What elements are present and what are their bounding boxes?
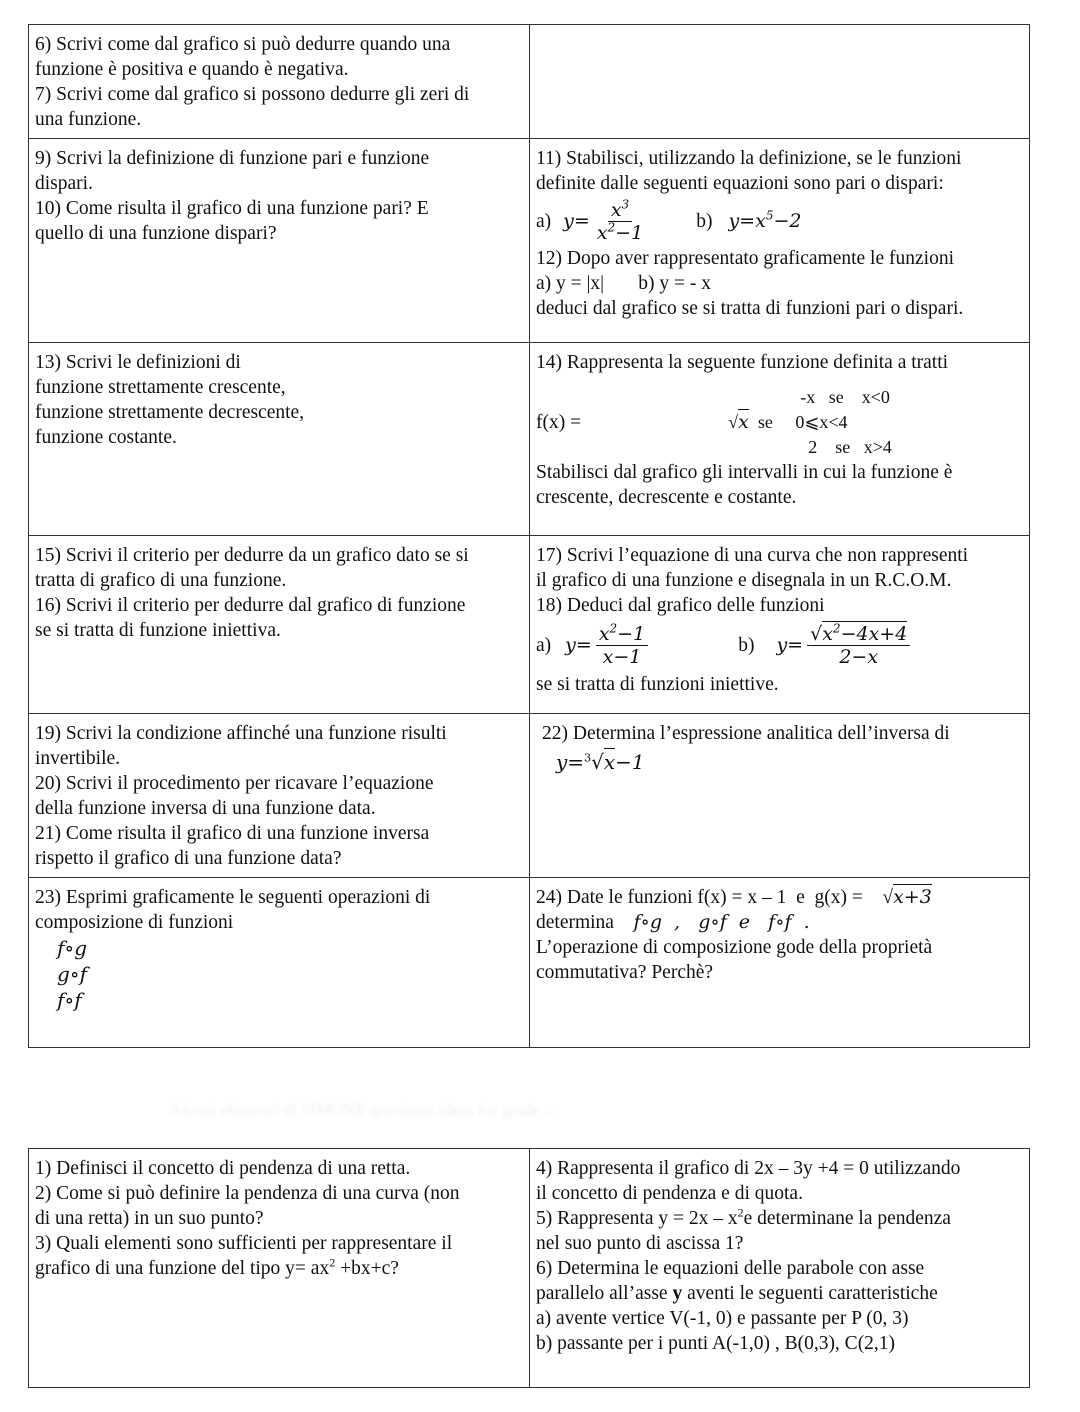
q4-line-2: il concetto di pendenza e di quota. — [536, 1183, 803, 1204]
q12-line-2: a) y = |x| b) y = - x — [536, 273, 711, 294]
q11-b-lhs: y=x — [728, 209, 766, 232]
table-row — [29, 714, 1029, 878]
question-24-cell — [530, 878, 1029, 1047]
q14-line-3: crescente, decrescente e costante. — [536, 487, 797, 508]
composition-gf: g∘f — [57, 962, 88, 986]
q13-line-1: 13) Scrivi le definizioni di — [35, 352, 241, 373]
q6-line-2: funzione è positiva e quando è negativa. — [35, 59, 349, 80]
q23-line-1: 23) Esprimi graficamente le seguenti operazioni di — [35, 887, 431, 908]
q18-formulas — [536, 618, 1023, 672]
q12-line-3: deduci dal grafico se si tratta di funzioni pari o dispari. — [536, 298, 964, 319]
q11-a-label: a) — [536, 210, 552, 232]
table-row — [29, 536, 1029, 714]
q24-line-2 — [536, 910, 1023, 935]
q24-radicand: x+3 — [893, 886, 932, 908]
q16-line-2: se si tratta di funzione iniettiva. — [35, 620, 281, 641]
q18-a-num-base: x — [598, 622, 610, 645]
q4-line-1: 4) Rappresenta il grafico di 2x – 3y +4 = 0 utilizzando — [536, 1158, 961, 1179]
question-17-18-cell — [530, 536, 1029, 713]
q18-a-fraction — [596, 623, 648, 668]
q3-exp: 2 — [329, 1255, 336, 1270]
q24-determina: determina — [536, 912, 614, 933]
q6b-line-1: 6) Determina le equazioni delle parabole con asse — [536, 1258, 925, 1279]
q19-line-1: 19) Scrivi la condizione affinché una funzione risulti — [35, 723, 447, 744]
question-22-cell — [530, 714, 1029, 877]
q18-line-2: se si tratta di funzioni iniettive. — [536, 674, 779, 695]
q18-a-num-exp: 2 — [609, 621, 618, 636]
piece-1: -x se x<0 — [800, 387, 890, 407]
table-row — [29, 25, 1029, 139]
q18-a-lhs: y= — [565, 633, 592, 656]
question-23-cell — [29, 878, 530, 1047]
q10-line-2: quello di una funzione dispari? — [35, 223, 277, 244]
q5-line-1b: e determinane la pendenza — [743, 1208, 951, 1229]
q20-line-2: della funzione inversa di una funzione data. — [35, 798, 376, 819]
q19-line-2: invertibile. — [35, 748, 121, 769]
question-4-6-cell — [530, 1149, 1029, 1387]
q18-line-1: 18) Deduci dal grafico delle funzioni — [536, 595, 825, 616]
q6-line-1: 6) Scrivi come dal grafico si può dedurre quando una — [35, 34, 451, 55]
q3-line-2 — [35, 1256, 523, 1281]
q22-radicand: x — [603, 750, 616, 774]
q11-b-label: b) — [696, 210, 713, 232]
q1-line-1: 1) Definisci il concetto di pendenza di una retta. — [35, 1158, 411, 1179]
q24-line-1: 24) Date le funzioni f(x) = x – 1 e g(x) = √x+3 — [536, 886, 932, 908]
piece-2-cond: se 0⩽x<4 — [748, 412, 848, 432]
piecewise-function — [536, 385, 1023, 460]
q3-line-2a: grafico di una funzione del tipo y= ax — [35, 1258, 330, 1279]
q7-line-2: una funzione. — [35, 109, 142, 130]
q18-a-den: x−1 — [602, 645, 642, 668]
q11-line-1: 11) Stabilisci, utilizzando la definizione, se le funzioni — [536, 148, 962, 169]
q11-b-formula — [728, 209, 801, 234]
q18-b-den: 2−x — [839, 645, 879, 668]
q5-line-1a: 5) Rappresenta y = 2x – x — [536, 1208, 738, 1229]
q14-line-1: 14) Rappresenta la seguente funzione definita a tratti — [536, 352, 949, 373]
q22-lhs: y= — [556, 750, 585, 774]
q2-line-1: 2) Come si può definire la pendenza di una curva (non — [35, 1183, 460, 1204]
q6b-line-2 — [536, 1281, 1023, 1306]
q10-line-1: 10) Come risulta il grafico di una funzione pari? E — [35, 198, 429, 219]
q11-b-rest: −2 — [773, 209, 802, 232]
q11-a-den-exp: 2 — [607, 220, 616, 235]
q18-b-lhs: y= — [776, 633, 804, 656]
q18-b-label: b) — [738, 634, 755, 656]
q6b-line-3: a) avente vertice V(-1, 0) e passante per P (0, 3) — [536, 1308, 909, 1329]
q17-line-1: 17) Scrivi l’equazione di una curva che non rappresenti — [536, 545, 969, 566]
q22-root-index: 3 — [584, 751, 592, 765]
q5-line-2: nel suo punto di ascissa 1? — [536, 1233, 744, 1254]
q15-line-2: tratta di grafico di una funzione. — [35, 570, 287, 591]
q18-a-label: a) — [536, 634, 552, 656]
question-11-12-cell — [530, 139, 1029, 342]
q5-exp: 2 — [737, 1205, 744, 1220]
q11-a-fraction — [594, 199, 646, 244]
q11-a-num-exp: 3 — [621, 197, 630, 212]
q17-line-2: il grafico di una funzione e disegnala in un R.C.O.M. — [536, 570, 952, 591]
q11-a-num-base: x — [610, 198, 622, 221]
faded-watermark-text: Alcuni elementi di SIMONE questions ideas for grade ... — [170, 1100, 557, 1119]
q15-line-1: 15) Scrivi il criterio per dedurre da un grafico dato se si — [35, 545, 469, 566]
q11-line-2: definite dalle seguenti equazioni sono pari o dispari: — [536, 173, 944, 194]
q24-line-3: L’operazione di composizione gode della proprietà — [536, 937, 933, 958]
table-row — [29, 878, 1029, 1047]
q2-line-2: di una retta) in un suo punto? — [35, 1208, 264, 1229]
q6b-line-4: b) passante per i punti A(-1,0) , B(0,3), C(2,1) — [536, 1333, 896, 1354]
q9-line-2: dispari. — [35, 173, 93, 194]
empty-cell — [530, 25, 1029, 138]
q7-line-1: 7) Scrivi come dal grafico si possono dedurre gli zeri di — [35, 84, 470, 105]
q11-a-den-base: x — [596, 221, 608, 244]
q21-line-1: 21) Come risulta il grafico di una funzione inversa — [35, 823, 430, 844]
q18-a-num-rest: −1 — [617, 622, 646, 645]
q24-line-1-text: 24) Date le funzioni f(x) = x – 1 e g(x) = — [536, 887, 863, 908]
q13-line-3: funzione strettamente decrescente, — [35, 402, 305, 423]
q18-b-num-rest: −4x+4 — [840, 622, 908, 645]
q6b-axis-y: y — [672, 1283, 683, 1304]
q13-line-4: funzione costante. — [35, 427, 177, 448]
q11-formulas — [536, 196, 1023, 246]
question-13-cell — [29, 343, 530, 535]
table-row — [29, 343, 1029, 536]
q18-b-num-exp: 2 — [832, 621, 841, 636]
upper-table — [28, 24, 1030, 1048]
question-1-3-cell — [29, 1149, 530, 1387]
q18-b-num-base: x — [822, 622, 833, 645]
piece-2-expr: x — [738, 411, 749, 433]
q13-line-2: funzione strettamente crescente, — [35, 377, 286, 398]
q6b-line-2a: parallelo all’asse — [536, 1283, 673, 1304]
q24-line-4: commutativa? Perchè? — [536, 962, 714, 983]
piece-3: 2 se x>4 — [808, 437, 892, 457]
q3-line-2b: +bx+c? — [335, 1258, 399, 1279]
q23-line-2: composizione di funzioni — [35, 912, 234, 933]
q5-line-1 — [536, 1206, 1023, 1231]
composition-ff: f∘f — [57, 988, 82, 1012]
question-6-7-cell — [29, 25, 530, 138]
q9-line-1: 9) Scrivi la definizione di funzione pari e funzione — [35, 148, 430, 169]
question-15-16-cell — [29, 536, 530, 713]
q22-formula: y=$^3$√x−1 — [556, 750, 645, 774]
q3-line-1: 3) Quali elementi sono sufficienti per rappresentare il — [35, 1233, 453, 1254]
q20-line-1: 20) Scrivi il procedimento per ricavare l’equazione — [35, 773, 434, 794]
q16-line-1: 16) Scrivi il criterio per dedurre dal grafico di funzione — [35, 595, 466, 616]
piece-2: √x se 0⩽x<4 — [728, 411, 848, 433]
q14-line-2: Stabilisci dal grafico gli intervalli in cui la funzione è — [536, 462, 953, 483]
q22-rest: −1 — [615, 750, 645, 774]
q6b-line-2b: aventi le seguenti caratteristiche — [682, 1283, 938, 1304]
piecewise-fx-label: f(x) = — [536, 412, 582, 433]
table-row — [29, 1149, 1029, 1387]
table-row — [29, 139, 1029, 343]
q21-line-2: rispetto il grafico di una funzione data? — [35, 848, 342, 869]
q12-line-1: 12) Dopo aver rappresentato graficamente le funzioni — [536, 248, 954, 269]
q22-line-1: 22) Determina l’espressione analitica dell’inversa di — [542, 723, 950, 744]
composition-fg: f∘g — [57, 936, 88, 960]
composition-list — [35, 935, 523, 1013]
question-14-cell — [530, 343, 1029, 535]
q11-a-den-rest: −1 — [615, 221, 644, 244]
q11-a-lhs: y= — [563, 209, 590, 232]
q18-b-fraction: $\frac{√x^2-4x+4}{2-x}$ — [807, 623, 910, 668]
q11-b-exp: 5 — [765, 208, 774, 223]
question-19-21-cell — [29, 714, 530, 877]
lower-table — [28, 1148, 1030, 1388]
question-9-10-cell — [29, 139, 530, 342]
q24-ops: f∘g , g∘f e f∘f . — [633, 911, 810, 933]
